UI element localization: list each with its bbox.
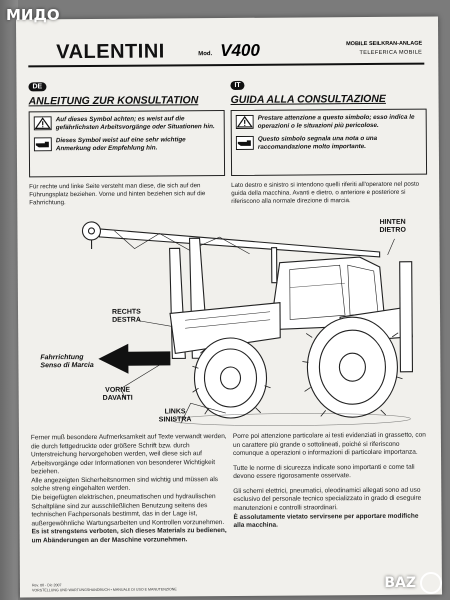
document-header	[28, 31, 424, 68]
intro-text-it: Lato destro e sinistro si intendono quelli riferiti all'operatore nel posto guida della macchina. Avanti e dietro, o anteriore e posteriore si riferiscono alla normale direzione di marcia.	[231, 180, 420, 206]
body-it-p3: Gli schemi elettrici, pneumatici, oleodinamici allegati sono ad uso esclusivo del personale tecnico specializzato in grado di eseguire manutenzioni e controlli straordinari.	[233, 486, 422, 513]
notice-box-de	[29, 110, 225, 177]
footer-revision: Rev. 00 - Dic 2007	[31, 583, 62, 588]
watermark-top: МИДО	[6, 6, 60, 24]
tractor-illustration	[39, 207, 441, 440]
section-it	[230, 73, 427, 207]
body-de-p2: Alle angezeigten Sicherheitsnormen sind wichtig und müssen als solche streng eingehalten werden.	[31, 475, 219, 493]
subtitle-de: MOBILE SEILKRAN-ANLAGE	[346, 40, 423, 48]
watermark-logo-icon	[420, 572, 442, 594]
label-rechts: RECHTS DESTRA	[112, 308, 141, 324]
background-edge	[0, 0, 18, 600]
body-de	[31, 433, 228, 546]
page-footer	[32, 582, 177, 593]
label-hinten: HINTEN DIETRO	[379, 218, 406, 234]
body-it-p2: Tutte le norme di sicurezza indicate sono importanti e come tali devono essere rigorosamente osservate.	[233, 463, 415, 481]
label-vorne: VORNE DAVANTI	[102, 386, 133, 402]
footer-manual: VORSTELLUNG UND WARTUNGSHANDBUCH • MANUALE DI USO E MANUTENZIONE	[31, 587, 177, 593]
intro-text-de: Für rechte und linke Seite versteht man diese, die sich auf den Führungsplatz beziehen. Vorne und hinten beziehen sich auf die Fahrrichtung.	[29, 182, 206, 207]
model-number: V400	[220, 40, 260, 61]
watermark-bottom-text: BAZ	[384, 575, 416, 591]
label-links: LINKS SINISTRA	[158, 408, 192, 424]
warning-icon	[236, 115, 254, 129]
direction-arrow-icon	[98, 343, 170, 374]
body-it-p4: È assolutamente vietato servirsene per apportare modifiche alla macchina.	[233, 512, 419, 530]
lang-badge-it: IT	[230, 81, 244, 90]
lang-badge-de: DE	[28, 82, 46, 91]
brand-title: VALENTINI	[56, 40, 165, 64]
warning-icon	[34, 116, 52, 130]
warning-text-de: Auf dieses Symbol achten; es weist auf die gefährlichsten Arbeitsvorgänge oder Situationen hin.	[55, 115, 215, 132]
note-text-de: Dieses Symbol weist auf eine sehr wichtige Anmerkung oder Empfehlung hin.	[55, 136, 186, 152]
document-page	[16, 17, 442, 598]
pointing-hand-icon	[236, 136, 254, 150]
pointing-hand-icon	[34, 137, 52, 151]
model-label: Mod.	[198, 51, 213, 58]
body-de-p1: Ferner muß besondere Aufmerksamkeit auf Texte verwandt werden, die durch fettgedruckte oder größere Schrift bzw. durch Unterstreichung hervorgehoben werden, weil diese sich auf Arbeitsvorgänge oder Informationen von besonderer Wichtigkeit beziehen.	[30, 433, 227, 476]
tractor-diagram	[39, 207, 441, 440]
body-it-p1: Porre poi attenzione particolare ai testi evidenziati in grassetto, con un carattere più grande o sottolineati, poiché si riferiscono comunque a operazioni o informazioni di particolare importanza.	[232, 431, 426, 458]
note-text-it: Questo simbolo segnala una nota o una raccomandazione molto importante.	[257, 134, 378, 151]
subtitle-it: TELEFERICA MOBILE	[359, 49, 423, 57]
label-fahrrichtung: Fahrrichtung Senso di Marcia	[40, 354, 94, 370]
watermark-bottom	[384, 572, 442, 594]
section-title-it: GUIDA ALLA CONSULTAZIONE	[230, 92, 386, 106]
warning-text-it: Prestare attenzione a questo simbolo; esso indica le operazioni o le situazioni più pericolose.	[257, 113, 415, 130]
body-it	[233, 432, 430, 531]
body-de-p4: Es ist strengstens verboten, sich dieses Materials zu bedienen, um Abänderungen an der Maschine vorzunehmen.	[31, 527, 227, 545]
notice-box-it	[231, 109, 427, 176]
section-title-de: ANLEITUNG ZUR KONSULTATION	[28, 94, 199, 108]
body-de-p3: Die beigefügten elektrischen, pneumatischen und hydraulischen Schaltpläne sind zur ausschließlichen Benutzung seitens des technischen Fachpersonals bestimmt, das in der Lage ist, außergewöhnliche Wartungsarbeiten und Kontrollen vorzunehmen.	[31, 493, 225, 528]
section-de	[28, 74, 225, 208]
